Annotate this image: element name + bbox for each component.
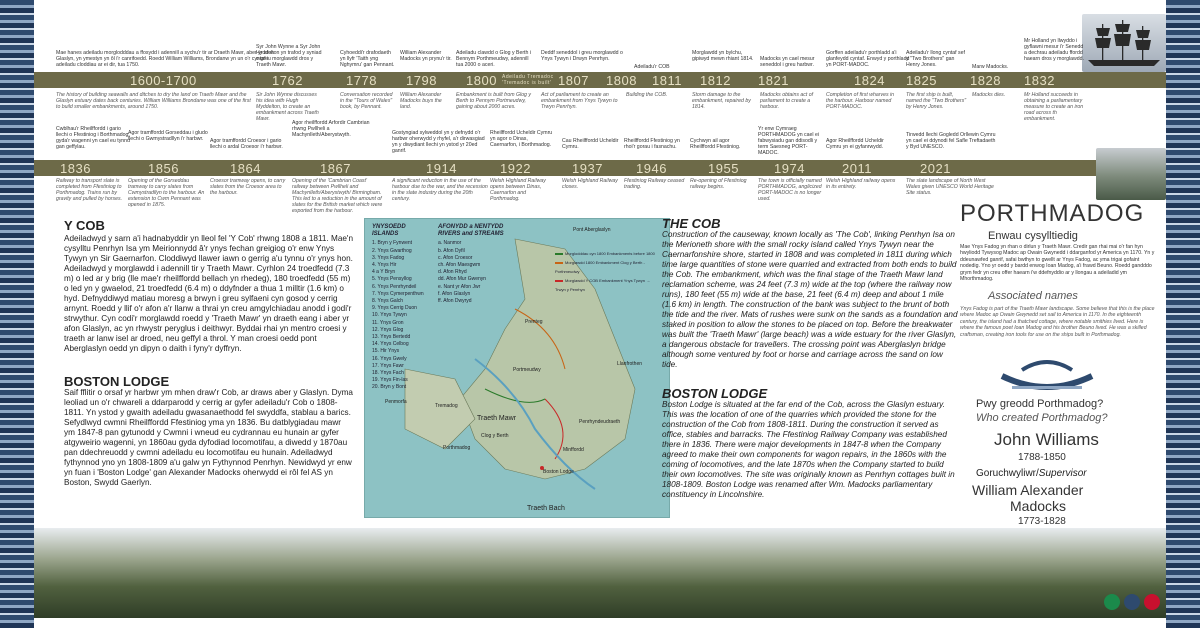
timeline-entry-caption: Re-opening of Ffestiniog railway begins. <box>690 178 747 190</box>
map-place: Clog y Berth <box>481 433 509 439</box>
boat-emblem-icon <box>992 346 1102 398</box>
person-name: William Alexander <box>972 482 1084 498</box>
timeline-entry-caption: Welsh Highland Railway closes. <box>562 178 618 190</box>
timeline-entry-text: Adeiladu'r llong cyntaf sef y "Two Brothers" gan Henry Jones. <box>906 50 965 68</box>
river-item: dd. Afon Mur Gwenyn <box>438 276 487 283</box>
person-years: 1788-1850 <box>1018 452 1066 463</box>
river-item: ch. Afon Maesgwm <box>438 262 481 269</box>
map-key-label: Morglodddau cyn 1800 Embankments before 1800 <box>565 251 655 256</box>
associated-names-en: Ynys Fadog is part of the Traeth Mawr landscape. Some believe that this is the place where Madoc ap Owain Gwynedd set sail to America in 1170. In the eighteenth century, the island had a thatched cottage, where notable smithies lived. Here is where the famous poet Ioan Madog and his brother Beuno lived. He was a skilled craftsman, creating iron tools for use on the ships built in Porthmadog. <box>960 306 1155 338</box>
river-item: d. Afon Rhyd <box>438 269 467 276</box>
logo-icon <box>1124 594 1140 610</box>
island-item: 13. Ynys Bertedd <box>372 334 411 341</box>
island-item: 20. Bryn y Bont <box>372 384 407 391</box>
timeline-entry-text: Mae hanes adeiladu morglodddau a ffosydd i adennill a sychu'r tir ar Draeth Mawr, aber yr afon Glaslyn, yn ymestyn yn ôl i'r canrifoedd. Roedd William Williams, Brondanw yn un o'r cyntaf i adeiladu cloddiau ar ei dir, tua 1750. <box>56 50 275 68</box>
island-item: 9. Ynys Cerrig Duon <box>372 305 417 312</box>
timeline-entry-text: Madocks yn cael mesur seneddol i greu harbwr. <box>760 56 815 68</box>
boston-lodge-body-en: Boston Lodge is situated at the far end of the Cob, across the Glaslyn estuary. This was the location of one of the quarries which provided the stone for the construction of the Cob from 1808-1811. During the construction it served as office, stables and barracks. The Ffestiniog Railway Company was established there in 1836. There were major developments in 1847-8 when the Company agreed to make their own components for wagon repairs, in the 1860s with the coming of locomotives, and the late 1870s when the Company started to build their own locomotives. The site was originally known as Penrhyn cottages built in 1808-1809. Boston Lodge was renamed after Wm. Madocks parliamentary constituency in Lincolnshire. <box>662 400 955 499</box>
section-heading-the-cob: THE COB <box>662 216 721 231</box>
timeline-entry-caption: Madocks dies. <box>972 92 1006 98</box>
timeline-entry-caption: Embankment is built from Glog y Berth to Pennym Portmeudwy, gaining about 2000 acres. <box>456 92 531 110</box>
map-place: Portmeudwy <box>513 367 541 373</box>
person-years: 1773-1828 <box>1018 516 1066 527</box>
timeline-entry-caption: Opening of the 'Cambrian Coast' railway between Pwllheli and Machynlleth/Aberystwyth/ Birmingham. This led to a reduction in the amount of slates for the British market which were exported from the harbour. <box>292 178 383 214</box>
question-cy: Pwy greodd Porthmadog? <box>976 398 1104 410</box>
timeline-entry-text: Deddf seneddol i greu morglawdd o Ynys Tywyn i Drwyn Penrhyn. <box>541 50 623 62</box>
island-item: 7. Ynys Cymerpenthwn <box>372 290 424 297</box>
map-place: Minffordd <box>563 447 584 453</box>
timeline-entry-caption: Building the COB. <box>626 92 668 98</box>
timeline-entry-caption: Welsh Highland railway opens in its entirety. <box>826 178 896 190</box>
timeline-year: 1937 <box>572 161 603 176</box>
interpretation-panel <box>34 8 1166 620</box>
role-en: Supervisor <box>1038 468 1087 479</box>
timeline-entry-caption: Mr Holland succeeds in obtaining a parliamentary measure to create an iron road across th embankment. <box>1024 92 1084 122</box>
map-place: Pont Aberglaslyn <box>573 227 611 233</box>
timeline-entry-text: Tirwedd llechi Gogledd Orllewin Cymru yn cael ei ddynodi fel Safle Treftadaeth y Byd UNESCO. <box>906 132 996 150</box>
timeline-entry-caption: Storm damage to the embankment, repaired by 1814. <box>692 92 751 110</box>
timeline-year: 1812 <box>700 73 731 88</box>
timeline-year: 1800 <box>466 73 497 88</box>
timeline-entry-text: Gorffen adeiladu'r porthladd a'i glanfeydd cyntaf. Enwyd y porthladd yn PORT-MADOC. <box>826 50 910 68</box>
map-key <box>555 249 655 294</box>
the-cob-body: Construction of the causeway, known locally as 'The Cob', linking Penrhyn Isa on the Merioneth shore with the small rocky island called Ynys Tywyn near the Caernarfonshire shore, started in 1808 and was completed in 1811 during which time large quantities of stone were quarried and extracted from both ends to build the Cob. The embankment, which was the final stage of the Traeth Mawr land reclamation scheme, was 24 feet (7.3 m) wide at the top (where the railway now runs), 180 feet (55 m) wide at the base, 21 feet (6.4 m) deep and about 1 mile (1.6 km) in length. The construction of the bank was subject to the brunt of both the tide and the river. Mats of rushes were sunk on the sands as a foundation and staked in position to allow the stones to be placed on top. Before the breakwater was built the 'Traeth Mawr' (large beach) was a wide estuary for the river Glaslyn, a dangerous obstacle for travellers. The crossing point was Aberglaslyn bridge although some ventured by foot or horse and carriage across the sand on low tide. <box>662 230 958 369</box>
ship-image <box>1082 14 1166 72</box>
timeline-entry-caption: The first ship is built, named the "Two Brothers" by Henry Jones. <box>906 92 967 110</box>
timeline-year: 2011 <box>842 161 872 176</box>
rivers-title: AFONYDD a NENTYDD RIVERS and STREAMS <box>438 224 504 238</box>
timeline-entry-caption: Completion of first wharves in the harbour. Harbour named PORT-MADOC. <box>826 92 895 110</box>
person-name: John Williams <box>994 430 1099 449</box>
landscape-photo <box>34 528 1166 618</box>
island-item: 2. Ynys Gwarthog <box>372 247 412 254</box>
section-heading-y-cob: Y COB <box>64 218 105 233</box>
timeline-entry-text: William Alexander Madocks yn prynu'r tir. <box>400 50 452 62</box>
timeline-entry-caption: Railway to transport slate is completed from Ffestiniog to Porthmadog. Trains run by gravity and pulled by horses. <box>56 178 123 202</box>
map-marker <box>540 466 544 470</box>
timeline-year: 1762 <box>272 73 303 88</box>
map-place: Traeth Mawr <box>477 415 517 422</box>
person-role <box>976 468 1087 479</box>
timeline-year: 1856 <box>148 161 179 176</box>
timeline-entry-caption: William Alexander Madocks buys the land. <box>400 92 442 110</box>
timeline-year: 1821 <box>758 73 789 88</box>
timeline-year: 1974 <box>774 161 805 176</box>
timeline-year: 1778 <box>346 73 377 88</box>
map-place: Tremadog <box>435 403 458 409</box>
map-key-item <box>555 258 655 276</box>
timeline-year: 1824 <box>854 73 885 88</box>
island-item: 4. Ynys Hir <box>372 262 397 269</box>
map-place: Prenteg <box>525 319 543 325</box>
river-item: ff. Afon Dwyryd <box>438 298 472 305</box>
timeline-entry-text: Agor rheilffordd Arfordir Cambrian rhwng Pwllheli a Machynlleth/Aberystwyth. <box>292 120 370 138</box>
timeline-year: 1828 <box>970 73 1001 88</box>
map-key-label: Morglawdd Y COB Embankment Ynys Tywyn → Trwyn y Penrhyn <box>555 278 651 292</box>
timeline-entry-caption: Ffestiniog Railway ceased trading. <box>624 178 685 190</box>
section-heading-boston-lodge-en: BOSTON LODGE <box>662 386 768 401</box>
timeline-entry-caption: The slate landscape of North West Wales given UNESCO World Heritage Site status. <box>906 178 994 196</box>
subtitle-cy: Enwau cysylltiedig <box>988 230 1078 242</box>
right-decorative-border <box>1166 0 1200 628</box>
timeline-entry-caption: Act of parliament to create an embankment from Ynys Tywyn to Trwyn Penrhyn. <box>541 92 618 110</box>
map-place: Boston Lodge <box>543 469 574 475</box>
timeline-entry-caption: Croesor tramway opens, to carry slates from the Croesor area to the harbour. <box>210 178 286 196</box>
island-item: 12. Ynys Glog <box>372 326 404 333</box>
timeline-entry-caption: Conversation recorded in the "Tours of Wales" book, by Pennant. <box>340 92 393 110</box>
island-item: 15. Hir Ynys <box>372 348 400 355</box>
timeline-entry-text: Syr John Wynne a Syr John Hyddelton yn trafod y syniad o greu morglawdd dros y Traeth Mawr. <box>256 44 322 68</box>
timeline-entry-text: Cwblhau'r Rheilffordd i gario llechi o Ffestiniog i Borthmadog, gyda'r wagenni yn cael eu tynnu gan geffylau. <box>56 126 130 150</box>
map-place: Penmorfa <box>385 399 407 405</box>
river-item: c. Afon Croesor <box>438 254 473 261</box>
section-heading-boston-lodge-cy: BOSTON LODGE <box>64 374 170 389</box>
left-decorative-border <box>0 0 34 628</box>
timeline-year: 1922 <box>500 161 531 176</box>
timeline-year: 1808 <box>606 73 637 88</box>
timeline-entry-text: Rheilffordd Ucheldir Cymru yn agor o Dinas, Caernarfon, i Borthmadog. <box>490 130 553 148</box>
timeline-year: 1807 <box>558 73 589 88</box>
timeline-year: 1836 <box>60 161 91 176</box>
subtitle-en: Associated names <box>988 290 1078 302</box>
timeline-entry-caption: The history of building seawalls and ditches to dry the land on Traeth Mawr and the Glaslyn estuary dates back centuries. William Williams Brondanw was one of the first to build smaller embankments, around 1750. <box>56 92 251 110</box>
timeline-year: 1832 <box>1024 73 1055 88</box>
y-cob-body: Adeiladwyd y sarn a'i hadnabyddir yn lleol fel 'Y Cob' rhwng 1808 a 1811. Mae'n cysylltu Penrhyn Isa ym Meirionnydd â'r ynys fechan greigiog o'r enw Ynys Tywyn yn Sir Gaernarfon. Cloddiwyd llawer iawn o gerrig a'u tynnu o'r ynys hon. Adeiladwyd y morglawdd i adennill tir y Traeth Mawr. Cyrhlon 24 troedfedd (7.3 m) o led ar y brig (lle mae'r rheilffordd bellach yn rhedeg), 180 troedfedd (55 m) o led yn y gwaelod, 21 troedfedd (6.4 m) o ddyfnder a thua 1 milltir (1.6 km) o hyd. Defnyddiwyd matiau moresg a brwyn i greu sylfaeni cyn gosod y cerrig arnynt. Roedd y llif o'r afon a'r llanw a thrai yn creu amgylchiadau anodd i godi'r strwythur. Cyn codi'r morglawdd roedd y 'Traeth Mawr' yn draeth eang i aber yr afon Glaslyn, ac yn rhwystr peryglus i deithwyr. Byddai rhai yn mentro croesi y traeth ar lanw isel ar droed, neu geffyl a throl. Y man croesi oedd pont Aberglaslyn oedd yn dipyn o daith i fyny'r dyffryn. <box>64 234 354 353</box>
logo-icon <box>1104 594 1120 610</box>
timeline-entry-text: Adeiladu clawdd o Glog y Berth i Bennym Porthmeudwy, adennill tua 2000 o aceri. <box>456 50 531 68</box>
timeline-year: 1914 <box>426 161 457 176</box>
timeline-year: 1600-1700 <box>130 73 197 88</box>
island-item: 1. Bryn y Fynwent <box>372 240 413 247</box>
timeline-entry-text: Adeiladu'r COB <box>634 64 670 70</box>
timeline-entry-text: Yr enw Cymraeg PORTHMADOG yn cael ei fabwysiadu gan ddisodli y term Saesneg PORT-MADOC. <box>758 126 820 156</box>
island-item: 4 a Y Bryn <box>372 269 396 276</box>
island-item: 5. Ynys Pensyllog <box>372 276 412 283</box>
associated-names-cy: Mae Ynys Fadog yn rhan o dirlun y Traeth Mawr. Credir gan rhai mai o'r fan hyn hwyliodd Tywysog Madoc ap Owain Gwynedd i ddarganfod yr America yn 1170. Yn y ddeunawfed ganrif, safai bwthyn to gwellt ar Ynys Fadog, ac yma trigai gofaint nodedig. Yno yr oedd y bardd enwog Ioan Madog, a'i frawd Beuno. Roedd gandddo grym fedr yn creu offer haearn i'w ddefnyddio ar y llongau a adeiladid ym Mhorthmadog. <box>960 244 1155 283</box>
island-item: 14. Ynys Celbog <box>372 341 409 348</box>
timeline-entry-text: Rheilffordd Ffestiniog yn rhoi'r gorau i fasnachu. <box>624 138 680 150</box>
island-item: 16. Ynys Gwely <box>372 355 407 362</box>
island-item: 18. Ynys Fach <box>372 370 404 377</box>
timeline-entry-caption: A significant reduction in the use of the harbour due to the war, and the recession in the slate industry during the 20th century. <box>392 178 488 202</box>
harbour-photo <box>1096 148 1166 200</box>
timeline-entry-caption: The town is officially named PORTHMADOG, anglicized PORT-MADOC is no longer used. <box>758 178 822 202</box>
timeline-year: 1825 <box>906 73 937 88</box>
timeline-entry-text: Morglawdd yn bylchu, gipiwyd mewn rhiant 1814. <box>692 50 754 62</box>
timeline-year: 1946 <box>636 161 667 176</box>
timeline-year: 1867 <box>320 161 351 176</box>
timeline-entry-text: Gostyngiad sylweddol yn y defnydd o'r harbwr oherwydd y rhyfel, a'r dirwasgiad yn y diwydiant llechi yn ystod yr 20ed ganrif. <box>392 130 485 154</box>
timeline-entry-caption: Welsh Highland Railway opens between Dinas, Caernarfon and Porthmadog. <box>490 178 546 202</box>
islands-title: YNYSOEDD ISLANDS <box>372 224 406 238</box>
timeline-entry-caption: Sir John Wynne discusses his idea with Hugh Myddelton, to create an embankment across Traeth Mawr. <box>256 92 319 122</box>
timeline-entry-caption: Madocks obtains act of parliament to create a harbour. <box>760 92 814 110</box>
timeline-entry-text: Cychwyn ail agor Rheilffordd Ffestiniog. <box>690 138 741 150</box>
map-place: Traeth Bach <box>527 505 565 512</box>
map-legend-rivers <box>438 224 504 305</box>
timeline-entry-text: Agor tramffordd Croesor i gario llechi o ardal Croesor i'r harbwr. <box>210 138 283 150</box>
boston-lodge-body-cy: Saif fflitir o orsaf yr harbwr ym mhen draw'r Cob, ar draws aber y Glaslyn. Dyma leoliad un o'r chwareli a ddarparodd y cerrig ar gyfer adeiladu'r Cob o 1808-1811. Yn ystod y gwaith adeiladu gwasanaethodd fel swyddfa, stablau a barics. Sefydlwyd cwmni Rheilffordd Ffestiniog yma yn 1836. Bu datblygiadau mawr ym 1847-8 pan gytunodd y Cwmni i wneud eu cydrannau eu hunain ar gyfer atgyweirio wagenni, yn 1860au gyda dyfodiad locomotifau, a diwedd y 1870au pan ddechreuodd y cwmni adeiladu eu locomotifau eu hunain. Adeiladwyd fythynnod yno yn 1808-1809 a'u galw yn Fythynnod Penrhyn. Newidwyd yr enw yn fuan i 'Boston Lodge' gan Alexander Madocks oherwydd ei rôl fel AS yn Boston, Swydd Gaerlyn. <box>64 388 353 487</box>
logo-icon <box>1144 594 1160 610</box>
map-key-item <box>555 276 655 294</box>
river-item: b. Afon Dyfil <box>438 247 465 254</box>
river-item: a. Nanmor <box>438 240 462 247</box>
timeline-entry-text: Marw Madocks. <box>972 64 1009 70</box>
timeline-entry-text: Agor tramffordd Gorseddau i gludo llechi o Gwmystradllyn i'r harbwr. <box>128 130 208 142</box>
map-place: Porthmadog <box>443 445 471 451</box>
timeline-entry-text: Cyhoeddi'r drafodaeth yn llyfr 'Taith yng Nghymru' gan Pennant. <box>340 50 395 68</box>
river-item: e. Nant yr Afon Jwr <box>438 283 481 290</box>
map-place: Llanfrothen <box>617 361 643 367</box>
timeline-entry-text: Agor Rheilffordd Ucheldir Cymru yn ei gyfanrwydd. <box>826 138 884 150</box>
map-legend-islands <box>372 224 432 392</box>
timeline-year: 2021 <box>920 161 951 176</box>
question-en: Who created Porthmadog? <box>976 412 1108 424</box>
timeline-year: 1798 <box>406 73 437 88</box>
island-item: 6. Ynys Penrhyndeil <box>372 283 417 290</box>
timeline-year: 1811 <box>652 73 682 88</box>
timeline-year: 1955 <box>708 161 739 176</box>
timeline-year: 1864 <box>230 161 261 176</box>
map-key-label: Morglawdd 1800 Embankment Clog y Berth - Porthmeudwy <box>555 260 645 274</box>
timeline-year-mid-label: Adeiladu Tremadoc 'Tremadoc is built' <box>502 74 554 86</box>
island-item: 19. Ynys Fin-las <box>372 377 408 384</box>
timeline-entry-caption: Opening of the Gorseddau tramway to carry slates from Cwmystradllyn to the harbour. An extension to Cwm Pennant was opened in 1875. <box>128 178 205 208</box>
island-item: 11. Ynys Gron <box>372 319 404 326</box>
island-item: 3. Ynys Fadog <box>372 254 405 261</box>
timeline-entry-text: Cau Rheilffordd Ucheldir Cymru. <box>562 138 619 150</box>
river-item: f. Afon Glaslyn <box>438 290 471 297</box>
page-title: PORTHMADOG <box>960 200 1145 227</box>
timeline-entry-text: Mr Holland yn llwyddo i gyflawni mesur i'r Senedd a dechrau adeiladu ffordd haearn dros y morglawdd. <box>1024 38 1084 62</box>
map-key-item <box>555 249 655 258</box>
island-item: 17. Ynys Fawr <box>372 362 404 369</box>
role-cy: Goruchwyliwr/ <box>976 468 1039 479</box>
island-item: 10. Ynys Tywyn <box>372 312 407 319</box>
person-name: Madocks <box>1010 498 1067 514</box>
map-place: Penrhyndeudraeth <box>579 419 621 425</box>
island-item: 8. Ynys Galch <box>372 298 404 305</box>
